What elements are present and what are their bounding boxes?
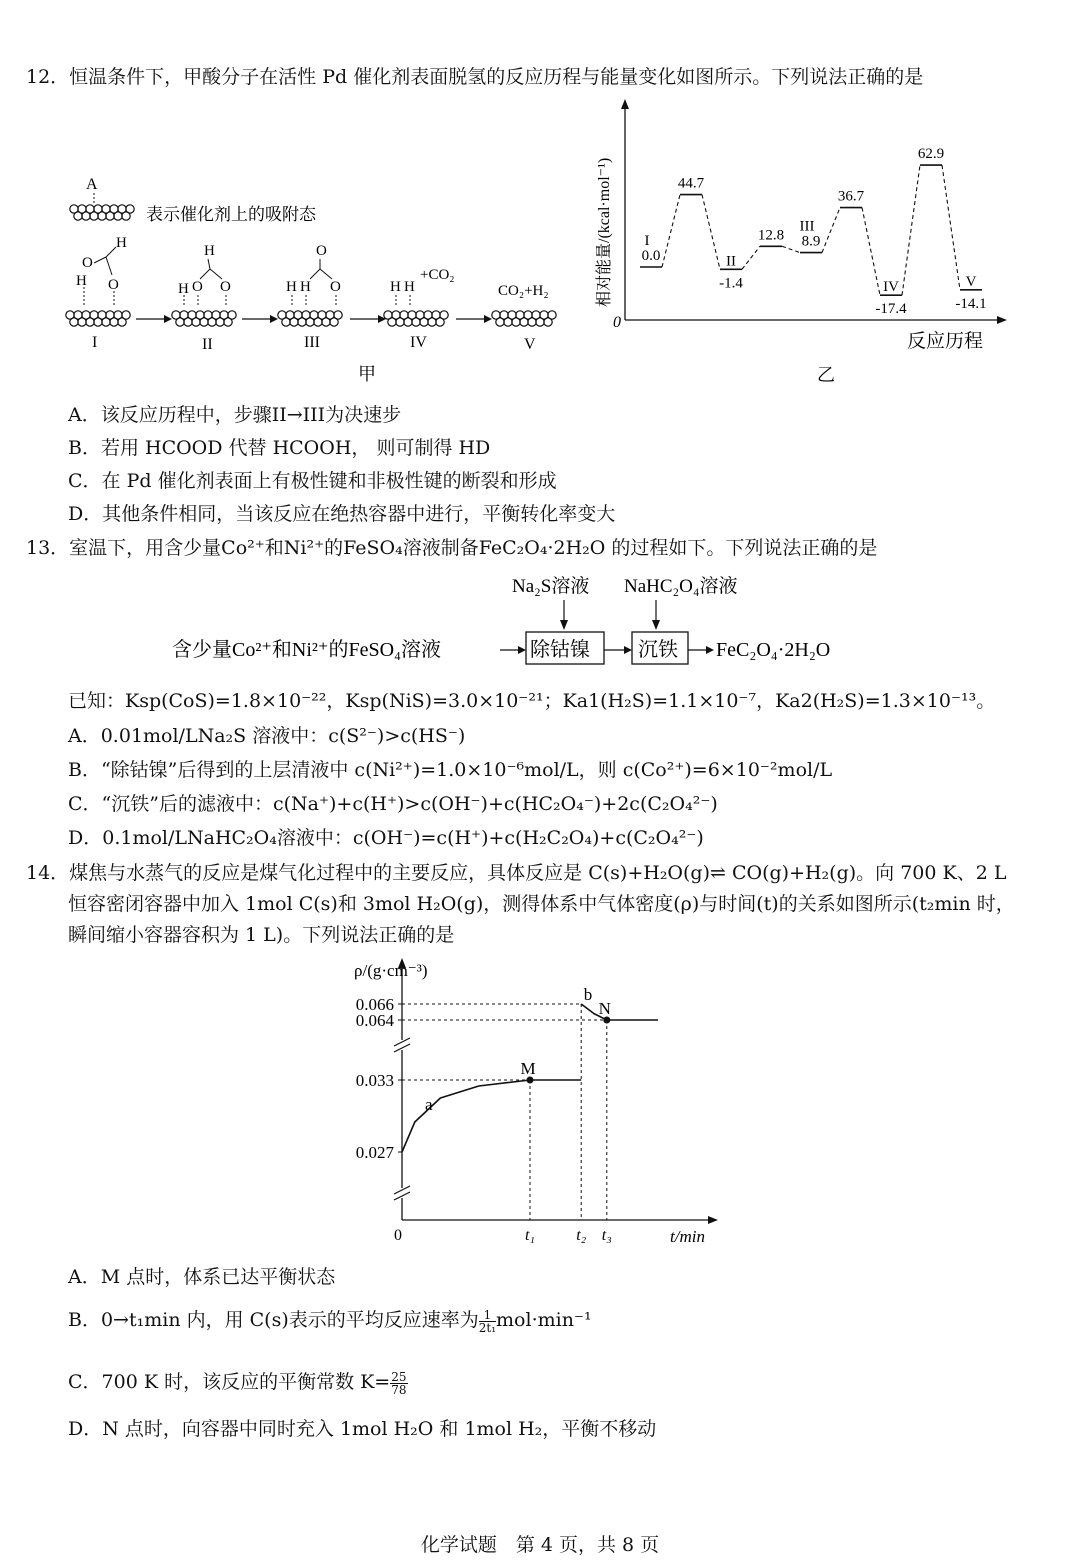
svg-text:H: H bbox=[204, 243, 215, 259]
energy-connector bbox=[822, 208, 840, 253]
stage-i-molecule bbox=[76, 235, 127, 305]
figure-yi-caption: 乙 bbox=[817, 365, 835, 385]
fraction-c bbox=[390, 1371, 407, 1396]
y-axis-label: ρ/(g·cm⁻³) bbox=[354, 961, 428, 980]
series-curve-b bbox=[581, 1004, 658, 1020]
stage-iv-label: +CO₂ bbox=[420, 267, 455, 283]
arrow-1 bbox=[136, 315, 172, 323]
svg-text:O: O bbox=[192, 279, 203, 295]
stage-ii-molecule bbox=[178, 243, 231, 305]
stage-label-iii: III bbox=[304, 334, 320, 351]
energy-value-label: -17.4 bbox=[875, 301, 907, 318]
svg-text:O: O bbox=[316, 243, 327, 259]
svg-text:H: H bbox=[286, 279, 297, 295]
q13-stem: 13．室温下，用含少量Co²⁺和Ni²⁺的FeSO₄溶液制备FeC₂O₄·2H₂O 的过程如下。下列说法正确的是 bbox=[26, 537, 878, 559]
process-flow bbox=[160, 568, 880, 668]
q13-option-c: C．“沉铁”后的滤液中：c(Na⁺)+c(H⁺)>c(OH⁻)+c(HC₂O₄⁻)+2c(C₂O₄²⁻) bbox=[68, 793, 718, 815]
svg-text:H: H bbox=[178, 281, 189, 297]
stage-v-label: CO₂+H₂ bbox=[498, 283, 549, 299]
q14-option-c bbox=[68, 1367, 408, 1396]
series-label-b: b bbox=[583, 985, 593, 1004]
state-label: IV bbox=[883, 279, 899, 296]
stage-label-i: I bbox=[92, 334, 98, 351]
stage-label-v: V bbox=[524, 336, 536, 353]
q13-option-d: D．0.1mol/LNaHC₂O₄溶液中：c(OH⁻)=c(H⁺)+c(H₂C₂O₄)+c(C₂O₄²⁻) bbox=[68, 827, 704, 849]
flow-step-2: 沉铁 bbox=[638, 639, 678, 661]
stage-i-surface bbox=[66, 311, 130, 326]
figure-jia bbox=[60, 165, 600, 390]
y-tick-label: 0.066 bbox=[355, 995, 394, 1014]
origin-label: 0 bbox=[613, 314, 621, 331]
x-tick-label: t₁ bbox=[524, 1227, 536, 1244]
arrow-3 bbox=[350, 315, 386, 323]
flow-product: FeC₂O₄·2H₂O bbox=[716, 639, 831, 661]
svg-text:H: H bbox=[76, 273, 87, 289]
energy-value-label: -14.1 bbox=[955, 295, 987, 312]
fraction-c-den: 78 bbox=[391, 1382, 407, 1397]
q14-option-b bbox=[68, 1305, 592, 1334]
svg-text:O: O bbox=[220, 279, 231, 295]
energy-diagram bbox=[585, 95, 1030, 390]
x-axis-label: 反应历程 bbox=[907, 331, 984, 352]
x-tick-label: t₂ bbox=[576, 1227, 587, 1244]
legend-letter: A bbox=[86, 176, 98, 193]
q14-option-b-text: B．0→t₁min 内，用 C(s)表示的平均反应速率为 bbox=[68, 1309, 479, 1331]
x-tick-label: 0 bbox=[394, 1227, 402, 1244]
q13-option-b: B．“除钴镍”后得到的上层清液中 c(Ni²⁺)=1.0×10⁻⁶mol/L，则 c(Co²⁺)=6×10⁻²mol/L bbox=[68, 759, 833, 781]
y-axis-arrow bbox=[621, 99, 629, 109]
svg-text:O: O bbox=[330, 279, 341, 295]
energy-connector bbox=[902, 165, 920, 295]
energy-value-label: 36.7 bbox=[837, 188, 865, 205]
state-label: III bbox=[799, 218, 815, 235]
energy-connector bbox=[662, 195, 680, 267]
svg-text:H: H bbox=[404, 279, 415, 295]
fraction-b-num: 1 bbox=[479, 1309, 496, 1322]
q13-known: 已知：Ksp(CoS)=1.8×10⁻²²，Ksp(NiS)=3.0×10⁻²¹；Ka1(H₂S)=1.1×10⁻⁷，Ka2(H₂S)=1.3×10⁻¹³。 bbox=[68, 690, 996, 712]
arrow-4 bbox=[456, 315, 492, 323]
fraction-b-den: 2t₁ bbox=[478, 1320, 497, 1335]
energy-connector bbox=[702, 195, 720, 270]
svg-text:O: O bbox=[108, 277, 119, 293]
q14-option-c-text: C．700 K 时，该反应的平衡常数 K= bbox=[68, 1371, 391, 1393]
stage-iv-surface bbox=[384, 311, 448, 326]
x-axis-arrow bbox=[708, 1216, 718, 1224]
energy-value-label: 0.0 bbox=[641, 248, 661, 264]
svg-text:H: H bbox=[300, 279, 311, 295]
q14-option-d: D．N 点时，向容器中同时充入 1mol H₂O 和 1mol H₂，平衡不移动 bbox=[68, 1418, 657, 1440]
q12-stem: 12．恒温条件下，甲酸分子在活性 Pd 催化剂表面脱氢的反应历程与能量变化如图所示。下列说法正确的是 bbox=[26, 66, 924, 88]
y-axis-label: 相对能量/(kcal·mol⁻¹) bbox=[596, 157, 613, 307]
figure-jia-caption: 甲 bbox=[358, 364, 376, 384]
stage-iii-surface bbox=[278, 311, 342, 326]
reagent-1: Na₂S溶液 bbox=[512, 576, 590, 597]
stage-iii-molecule bbox=[286, 243, 341, 305]
point-label-N: N bbox=[598, 999, 611, 1018]
q14-stem-1: 14．煤焦与水蒸气的反应是煤气化过程中的主要反应，具体反应是 C(s)+H₂O(g)⇌ CO(g)+H₂(g)。向 700 K、2 L bbox=[26, 862, 1007, 884]
fraction-c-num: 25 bbox=[391, 1369, 407, 1384]
energy-value-label: -1.4 bbox=[719, 275, 743, 292]
flow-start: 含少量Co²⁺和Ni²⁺的FeSO₄溶液 bbox=[172, 639, 441, 661]
q12-option-c: C．在 Pd 催化剂表面上有极性键和非极性键的断裂和形成 bbox=[68, 470, 557, 492]
state-label: I bbox=[644, 233, 650, 249]
stage-label-iv: IV bbox=[410, 334, 427, 351]
reagent-2: NaHC₂O₄溶液 bbox=[624, 576, 738, 597]
density-chart bbox=[340, 952, 740, 1252]
q12-option-a: A．该反应历程中，步骤II→III为决速步 bbox=[68, 404, 402, 426]
legend-surface-icon bbox=[70, 193, 134, 220]
x-axis-arrow bbox=[997, 316, 1007, 324]
q14-option-a: A．M 点时，体系已达平衡状态 bbox=[68, 1266, 336, 1288]
page-footer: 化学试题 第 4 页，共 8 页 bbox=[420, 1534, 660, 1556]
fraction-b bbox=[479, 1309, 496, 1334]
series-curve-a bbox=[402, 1080, 581, 1152]
q12-option-b: B．若用 HCOOD 代替 HCOOH， 则可制得 HD bbox=[68, 437, 491, 459]
point-label-M: M bbox=[520, 1059, 536, 1078]
arrow-2 bbox=[242, 315, 278, 323]
y-tick-label: 0.027 bbox=[355, 1143, 394, 1162]
energy-value-label: 12.8 bbox=[757, 227, 785, 244]
q12-option-d: D．其他条件相同，当该反应在绝热容器中进行，平衡转化率变大 bbox=[68, 503, 616, 525]
stage-v-surface bbox=[492, 311, 556, 326]
svg-text:O: O bbox=[82, 255, 93, 271]
energy-value-label: 44.7 bbox=[677, 175, 705, 192]
q14-stem-3: 瞬间缩小容器容积为 1 L)。下列说法正确的是 bbox=[68, 924, 455, 946]
stage-label-ii: II bbox=[202, 336, 213, 353]
x-tick-label: t₃ bbox=[601, 1227, 612, 1244]
energy-value-label: 62.9 bbox=[917, 146, 945, 163]
q14-option-b-unit: mol·min⁻¹ bbox=[496, 1309, 592, 1331]
svg-text:H: H bbox=[390, 279, 401, 295]
x-axis-label: t/min bbox=[670, 1227, 705, 1246]
state-label: II bbox=[726, 253, 736, 270]
series-label-a: a bbox=[425, 1095, 433, 1114]
q13-option-a: A．0.01mol/LNa₂S 溶液中：c(S²⁻)>c(HS⁻) bbox=[68, 725, 466, 747]
legend-text: 表示催化剂上的吸附态 bbox=[146, 205, 316, 224]
energy-connector bbox=[862, 208, 880, 296]
state-label: V bbox=[965, 273, 977, 290]
energy-value-label: 8.9 bbox=[801, 233, 821, 250]
energy-connector bbox=[742, 246, 760, 269]
energy-connector bbox=[782, 246, 800, 252]
q14-stem-2: 恒容密闭容器中加入 1mol C(s)和 3mol H₂O(g)，测得体系中气体密度(ρ)与时间(t)的关系如图所示(t₂min 时， bbox=[68, 893, 1015, 915]
stage-ii-surface bbox=[172, 311, 236, 326]
flow-step-1: 除钴镍 bbox=[530, 639, 590, 661]
svg-text:H: H bbox=[116, 235, 127, 251]
stage-iv-molecule bbox=[390, 267, 455, 305]
energy-connector bbox=[942, 165, 960, 290]
y-tick-label: 0.064 bbox=[355, 1011, 394, 1030]
y-tick-label: 0.033 bbox=[355, 1071, 394, 1090]
